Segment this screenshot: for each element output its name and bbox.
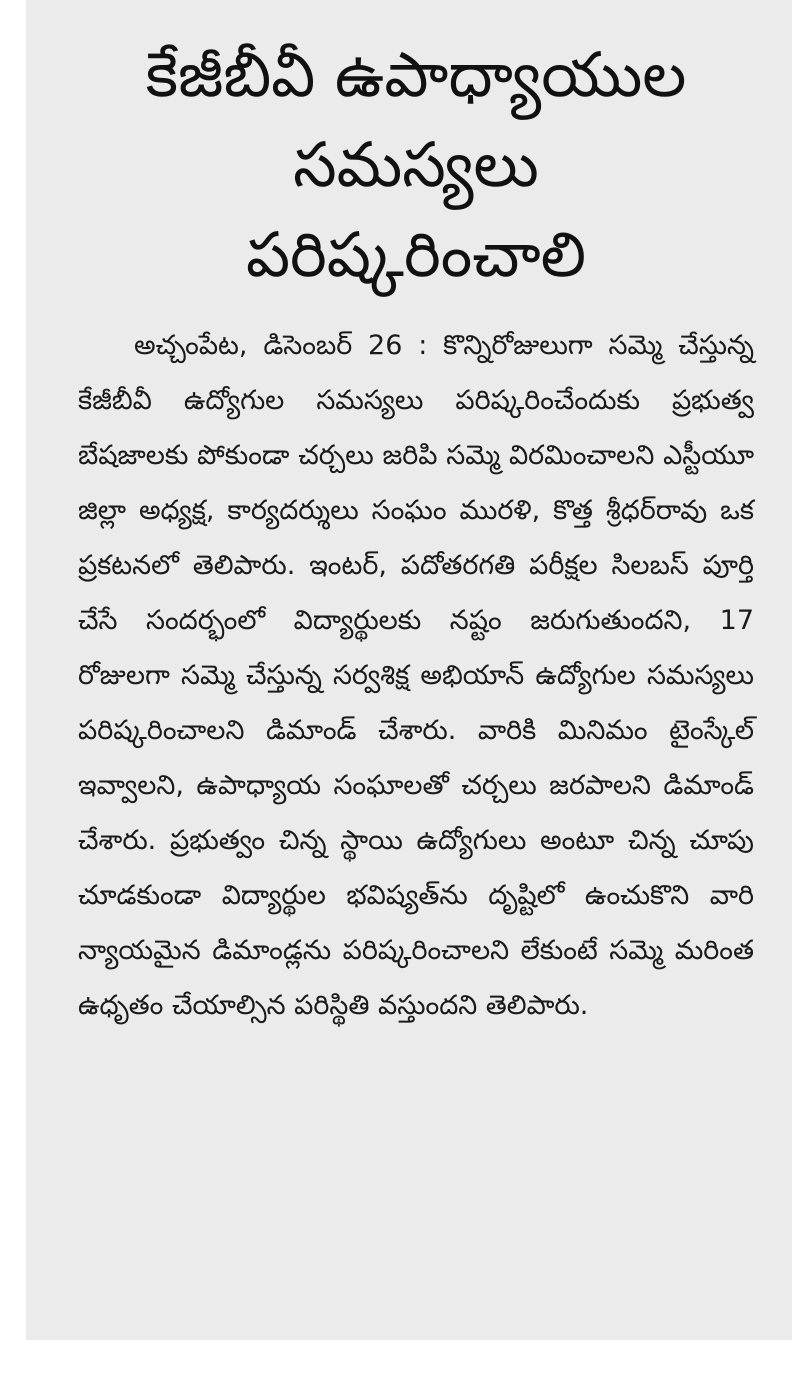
- article-body: అచ్చంపేట, డిసెంబర్ 26 : కొన్నిరోజులుగా సమ్మె చేస్తున్న కేజీబీవీ ఉద్యోగుల సమస్యలు పరిష్కరించేందుకు ప్రభుత్వ బేషజాలకు పోకుండా చర్చలు జరిపి సమ్మె విరమించాలని ఎస్టీయూ జిల్లా అధ్యక్ష, కార్యదర్శులు సంఘం మురళి, కొత్త శ్రీధర్‌రావు ఒక ప్రకటనలో తెలిపారు. ఇంటర్, పదోతరగతి పరీక్షల సిలబస్ పూర్తి చేసే సందర్భంలో విద్యార్థులకు నష్టం జరుగుతుందని, 17 రోజులగా సమ్మె చేస్తున్న సర్వశిక్ష అభియాన్ ఉద్యోగుల సమస్యలు పరిష్కరించాలని డిమాండ్ చేశారు. వారికి మినిమం టైంస్కేల్ ఇవ్వాలని, ఉపాధ్యాయ సంఘాలతో చర్చలు జరపాలని డిమాండ్ చేశారు. ప్రభుత్వం చిన్న స్థాయి ఉద్యోగులు అంటూ చిన్న చూపు చూడకుండా విద్యార్థుల భవిష్యత్‌ను దృష్టిలో ఉంచుకొని వారి న్యాయమైన డిమాండ్లను పరిష్కరించాలని లేకుంటే సమ్మె మరింత ఉధృతం చేయాల్సిన పరిస్థితి వస్తుందని తెలిపారు.: [78, 330, 754, 1021]
- headline-line-3: పరిష్కరించాలి: [245, 218, 587, 291]
- headline-line-2: సమస్యలు: [293, 128, 539, 201]
- newspaper-clipping: [26, 0, 792, 1340]
- headline-line-1: కేజీబీవీ ఉపాధ్యాయుల: [145, 38, 687, 111]
- article-headline: [78, 30, 754, 300]
